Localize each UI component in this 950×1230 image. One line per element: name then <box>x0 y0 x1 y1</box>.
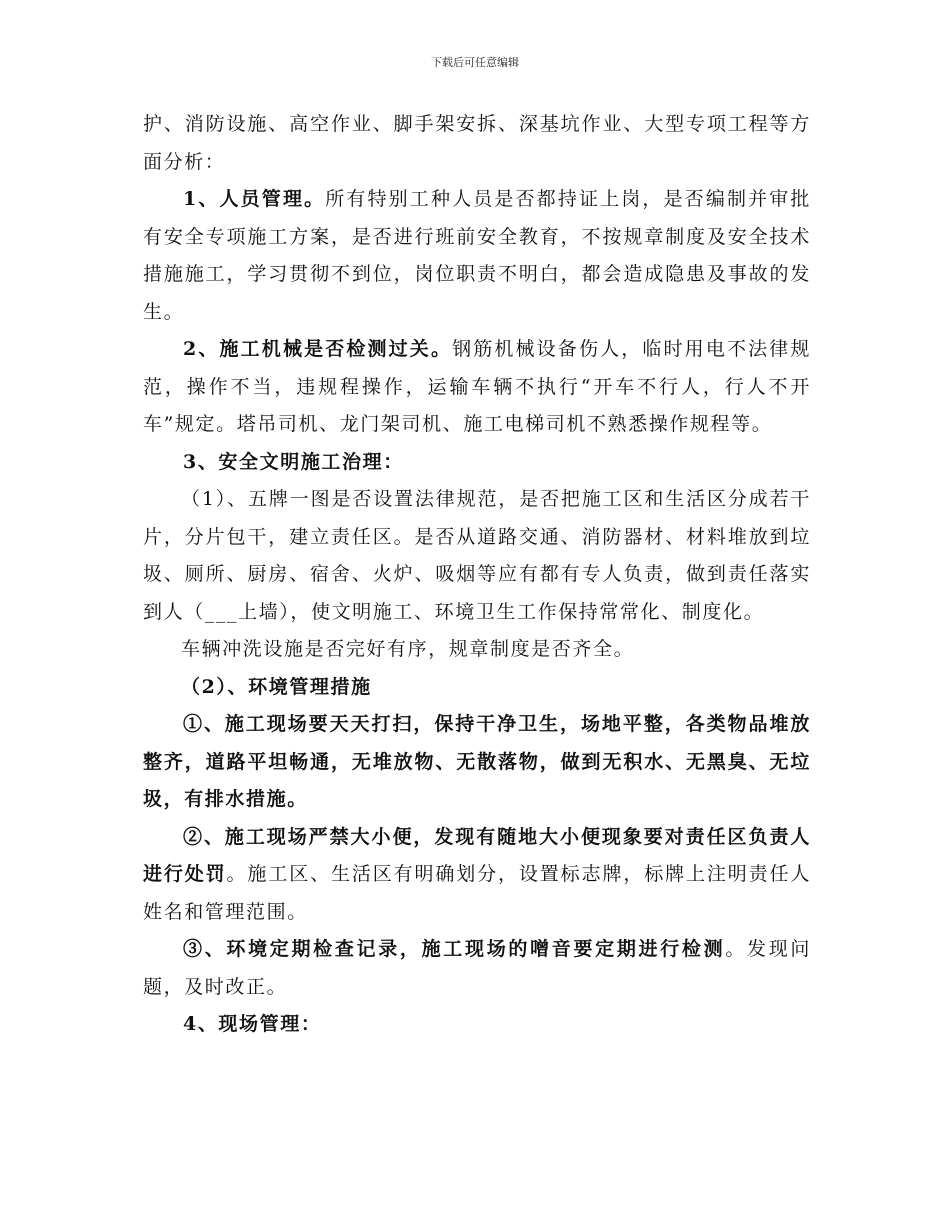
paragraph-vehicle-washing: 车辆冲洗设施是否完好有序，规章制度是否齐全。 <box>181 638 635 660</box>
page-header: 下载后可任意编辑 <box>431 56 519 69</box>
text-sanitation: 。施工区、生活区有明确划分，设置标志牌，标牌上注明责任人姓名和管理范围。 <box>143 863 811 923</box>
text-inspection-bold: ③、环境定期检查记录，施工现场的噌音要定期进行检测 <box>183 938 726 960</box>
text-machinery: 钢筋机械设备伤人，临时用电不法律规范，操作不当，违规程操作，运输车辆不执行“开车不行人，行人不开车”规定。塔吊司机、龙门架司机、施工电梯司机不熟悉操作规程等。 <box>143 338 811 435</box>
document-body <box>143 106 811 1044</box>
paragraph-machinery <box>143 331 811 444</box>
heading-site-management: 4、现场管理： <box>183 1013 322 1035</box>
paragraph-continuation: 护、消防设施、高空作业、脚手架安拆、深基坑作业、大型专项工程等方面分析： <box>143 113 811 173</box>
heading-environment-measures: （2）、环境管理措施 <box>181 675 372 698</box>
heading-civilized-construction: 3、安全文明施工治理： <box>183 450 404 473</box>
heading-personnel: 1、人员管理。 <box>183 188 326 210</box>
text-personnel: 所有特别工种人员是否都持证上岗，是否编制并审批有安全专项施工方案，是否进行班前安全教育，不按规章制度及安全技术措施施工，学习贯彻不到位，岗位职责不明白，都会造成隐患及事故的发生。 <box>143 188 811 323</box>
paragraph-site-cleaning: ①、施工现场要天天打扫，保持干净卫生，场地平整，各类物品堆放整齐，道路平坦畅通，无堆放物、无散落物，做到无积水、无黑臭、无垃圾，有排水措施。 <box>143 713 811 810</box>
heading-machinery: 2、施工机械是否检测过关。 <box>183 338 453 360</box>
paragraph-personnel <box>143 181 811 331</box>
paragraph-inspection <box>143 931 811 1006</box>
paragraph-five-boards: （1）、五牌一图是否设置法律规范，是否把施工区和生活区分成若干片，分片包干，建立责任区。是否从道路交通、消防器材、材料堆放到垃圾、厕所、厨房、宿舍、火炉、吸烟等应有都有专人负责，做到责任落实到人（___上墙），使文明施工、环境卫生工作保持常常化、制度化。 <box>143 488 811 623</box>
text-inspection: 。发现问题，及时改正。 <box>143 938 811 998</box>
paragraph-sanitation <box>143 819 811 932</box>
text-sanitation-bold: ②、施工现场严禁大小便，发现有随地大小便现象要对责任区负责人进行处罚 <box>143 825 811 885</box>
